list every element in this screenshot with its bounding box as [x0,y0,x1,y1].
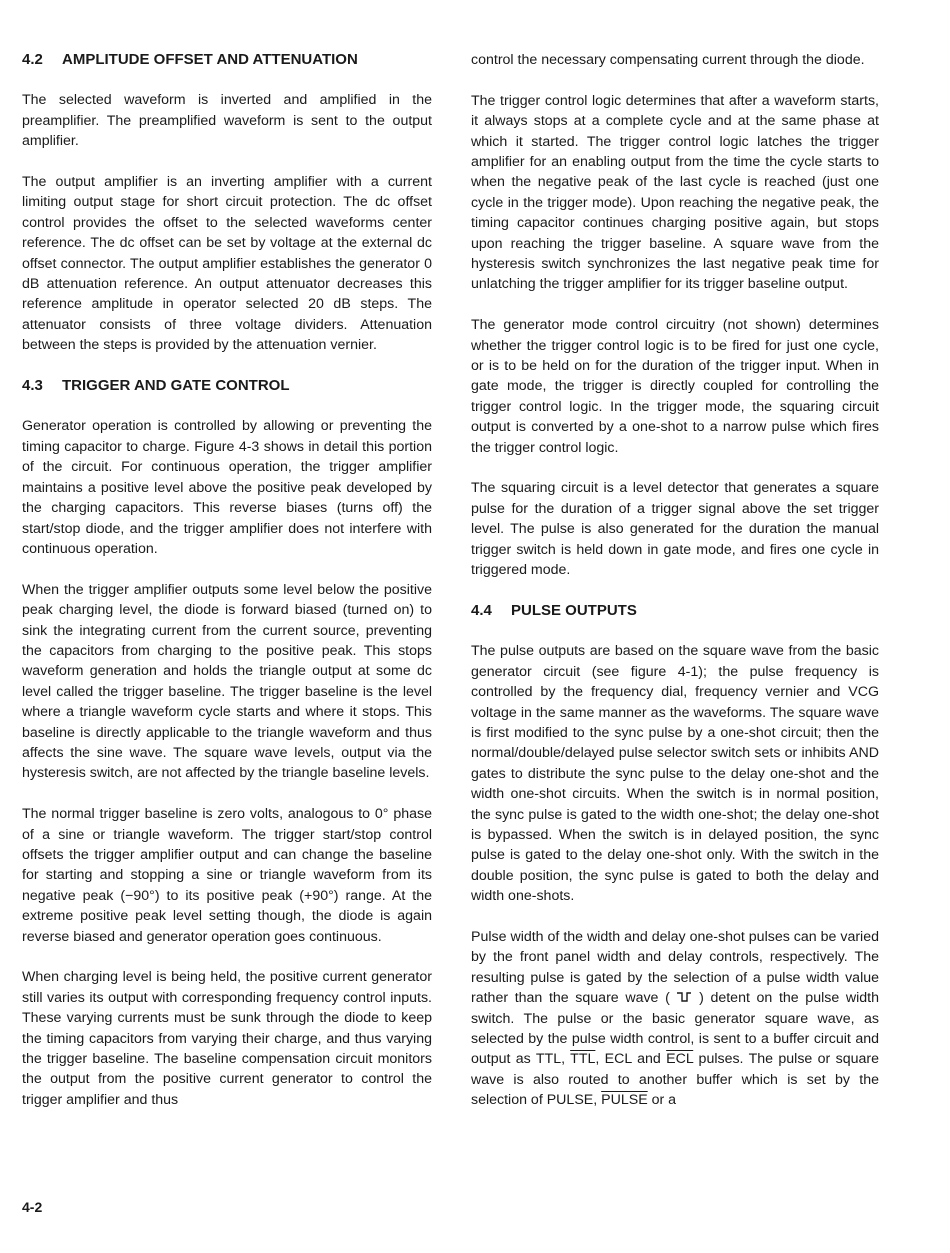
section-heading-4-3 [22,376,432,396]
text-run: , [593,1092,602,1109]
paragraph: The trigger control logic determines that after a waveform starts, it always stops at a complete cycle and at the same phase at which it started. The trigger control logic latches the trigger amplifier for an enabling output from the time the cycle starts to when the negative peak of the last cycle is reached (just one cycle in the trigger mode). Upon reaching the negative peak, the timing capacitor continues charging positive again, but stops upon reaching the trigger baseline. A square wave from the hysteresis switch synchronizes the last negative peak time for unlatching the trigger amplifier for its trigger baseline output. [471,92,879,293]
text-run: or a [647,1092,677,1109]
section-number: 4.4 [471,601,492,619]
paragraph: Generator operation is controlled by allowing or preventing the timing capacitor to charge. Figure 4-3 shows in detail this portion of the circuit. For continuous operation, the trigger amplifier maintains a positive level above the positive peak developed by the charging capacitors. This reverse biases (turns off) the start/stop diode, and the trigger amplifier does not interfere with continuous operation. [22,418,432,557]
paragraph: When the trigger amplifier outputs some level below the positive peak charging level, the diode is forward biased (turned on) to sink the integrating current from the current source, preventing the capacitors from charging to the positive peak. This stops waveform generation and holds the triangle output at some dc level called the trigger baseline. The trigger baseline is the level where a triangle waveform cycle starts and where it stops. This baseline is directly applicable to the triangle waveform and thus affects the sine wave. The square wave levels, output via the hysteresis switch, are not affected by the triangle baseline levels. [22,581,432,782]
section-number: 4.2 [22,51,43,68]
section-title: PULSE OUTPUTS [511,601,637,619]
paragraph [471,927,879,1111]
text-run: ) detent on the pulse width switch. The pulse or the basic generator square wave, as selected by the pulse width control, is sent to a buffer circuit and output as [471,990,879,1068]
pulse-inverted-label: PULSE [601,1092,648,1109]
paragraph: The generator mode control circuitry (not shown) determines whether the trigger control logic is to be fired for just one cycle, or is to be held on for the duration of the trigger input. When in gate mode, the trigger is directly coupled for controlling the trigger control logic. In the trigger mode, the squaring circuit output is converted by a one-shot to a narrow pulse which fires the trigger control logic. [471,317,879,456]
paragraph: The output amplifier is an inverting amplifier with a current limiting output stage for short circuit protection. The dc offset control provides the offset to the selected waveforms center reference. The dc offset can be set by voltage at the external dc offset connector. The output amplifier establishes the generator 0 dB attenuation reference. An output attenuator decreases this reference amplitude in operator selected 20 dB steps. The attenuator consists of three voltage dividers. Attenuation between the steps is provided by the attenuation vernier. [22,174,432,354]
section-title: AMPLITUDE OFFSET AND ATTENUATION [62,51,358,68]
square-wave-icon [676,991,692,1003]
section-heading-4-2 [22,50,432,70]
text-run: Pulse width of the width and delay one-shot pulses can be varied by the front panel width and delay controls, respectively. The resulting pulse is gated by the selection of a pulse width value rather than the square wave ( [471,928,879,1007]
paragraph: The selected waveform is inverted and amplified in the preamplifier. The preamplified waveform is sent to the output amplifier. [22,92,432,150]
right-column [471,50,879,1131]
paragraph: The normal trigger baseline is zero volts, analogous to 0° phase of a sine or triangle waveform. The trigger start/stop control offsets the trigger amplifier output and can change the baseline for starting and stopping a sine or triangle waveform from its negative peak (−90°) to its positive peak (+90°) range. At the extreme positive peak level setting though, the diode is again reverse biased and generator operation goes continuous. [22,806,432,945]
paragraph: When charging level is being held, the positive current generator still varies its output with corresponding frequency control inputs. These varying currents must be sunk through the diode to keep the timing capacitors from varying their charge, and thus varying the trigger baseline. The baseline compensation circuit monitors the output from the positive current generator to control the trigger amplifier and thus [22,969,432,1108]
section-title: TRIGGER AND GATE CONTROL [62,377,290,395]
text-run: , [561,1051,571,1068]
ttl-label: TTL [535,1051,562,1068]
left-column [22,50,432,1131]
ttl-inverted-label: $\overline{TTL}$ [570,1051,596,1068]
ecl-inverted-label: $\overline{ECL}$ [666,1051,694,1068]
text-run: , ECL and [595,1051,667,1068]
paragraph: control the necessary compensating current through the diode. [471,52,865,68]
paragraph: The pulse outputs are based on the square wave from the basic generator circuit (see figure 4-1); the pulse frequency is controlled by the frequency dial, frequency vernier and VCG voltage in the same manner as the waveforms. The square wave is first modified to the sync pulse by a one-shot circuit; then the normal/double/delayed pulse selector switch sets or inhibits AND gates to distribute the sync pulse to the delay one-shot and the width one-shot circuits. When the switch is in normal position, the sync pulse is gated to the width one-shot; the delay one-shot is bypassed. When the switch is in delayed position, the sync pulse is gated to the delay one-shot only. With the switch in the double position, the sync pulse is gated to both the delay and width one-shots. [471,643,879,905]
paragraph: The squaring circuit is a level detector that generates a square pulse for the duration of a trigger signal above the set trigger level. The pulse is also generated for the duration the manual trigger switch is held down in gate mode, and fires one cycle in triggered mode. [471,480,879,579]
section-number: 4.3 [22,377,43,395]
text-run: pulses. The pulse or square wave is also routed to another buffer which is set by the selection of [471,1051,879,1109]
page-number: 4-2 [22,1199,43,1215]
section-heading-4-4 [471,601,879,621]
pulse-label: PULSE [546,1092,594,1109]
